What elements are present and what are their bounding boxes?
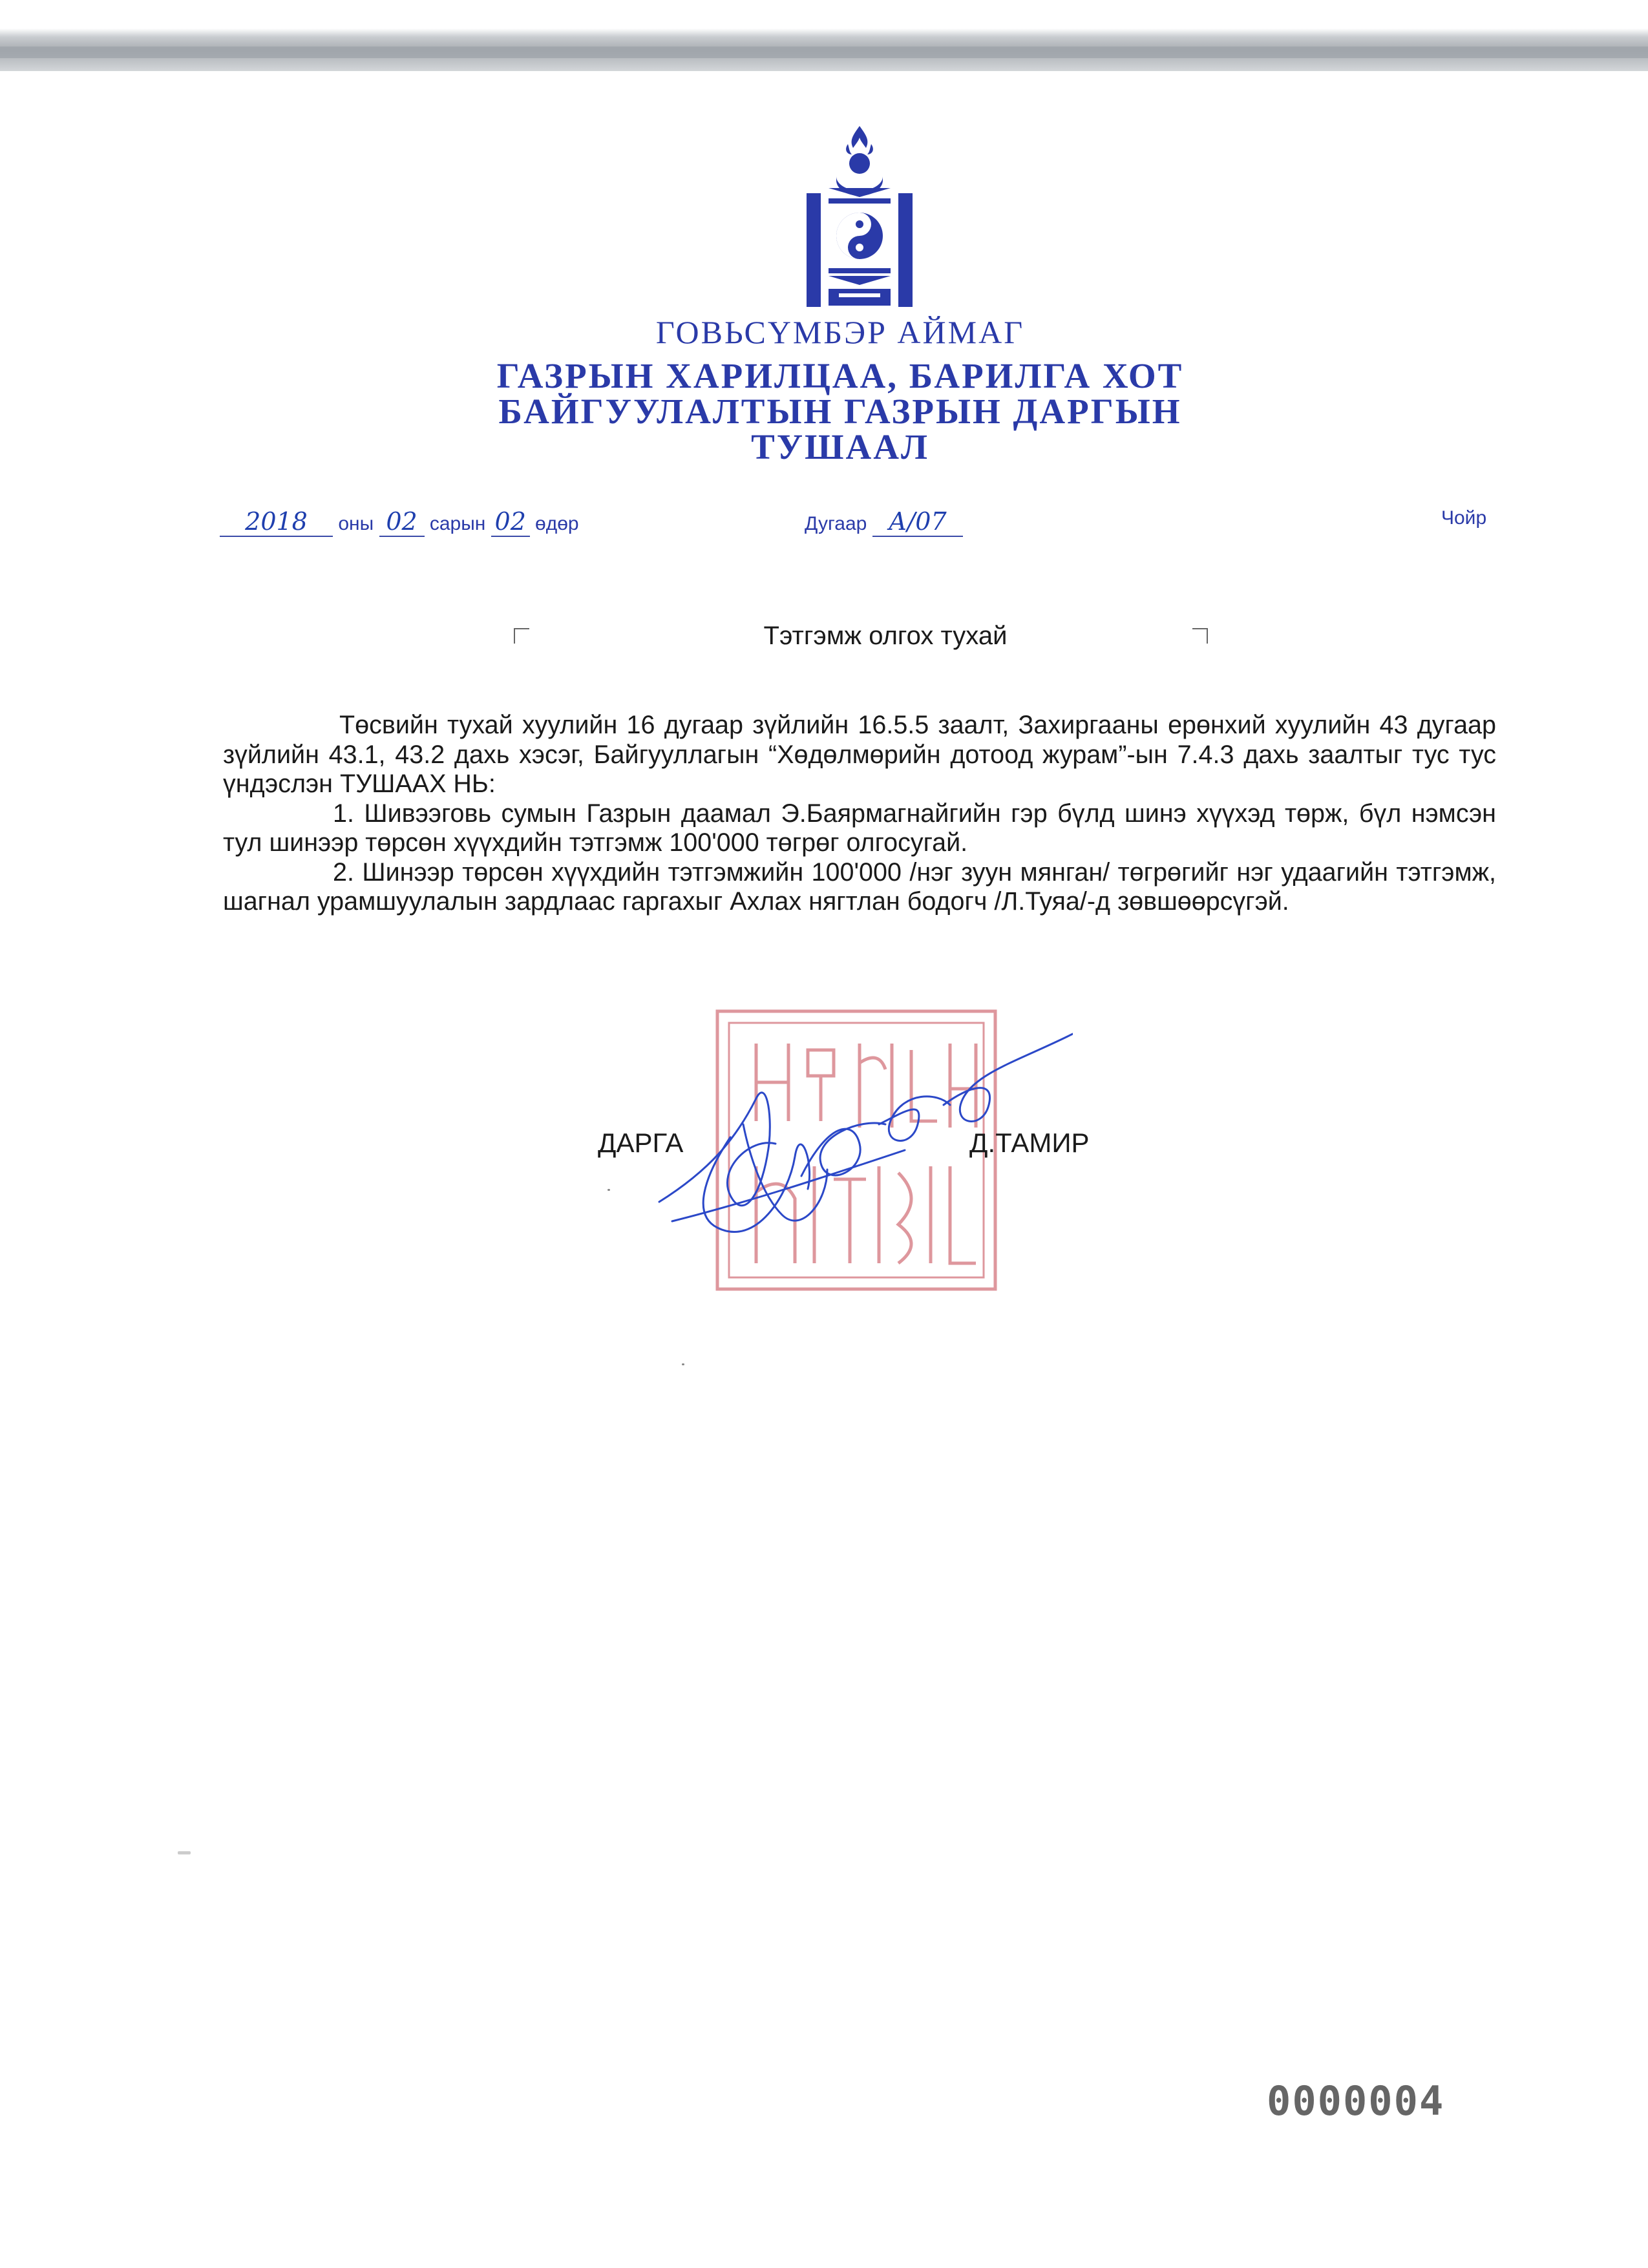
date-month-suffix: сарын [429,513,486,534]
scanner-edge [0,0,1648,71]
order-number-handwritten: А/07 [872,507,963,537]
city-name: Чойр [1441,507,1487,529]
date-year-handwritten: 2018 [220,507,333,537]
document-body [223,711,1496,917]
date-day-handwritten: 02 [491,507,530,537]
scan-speck [682,1363,684,1365]
order-number-label: Дугаар [805,513,867,534]
signatory-name: Д.ТАМИР [969,1128,1090,1158]
scan-speck [178,1851,191,1854]
page-number: 0000004 [1267,2077,1445,2125]
order-item-1: 1. Шивээговь сумын Газрын даамал Э.Баярмагнайгийн гэр бүлд шинэ хүүхэд төрж, бүл нэмсэн тул шинээр төрсөн хүүхдийн тэтгэмж 100'000 төгрөг олгосугай. [223,799,1496,857]
order-item-2: 2. Шинээр төрсөн хүүхдийн тэтгэмжийн 100'000 /нэг зуун мянган/ төгрөгийг нэг удаагийн тэтгэмж, шагнал урамшуулалын зардлаас гаргахыг Ахлах нягтлан бодогч /Л.Туяа/-д зөвшөөрсүгэй. [223,857,1496,916]
document-subject: Тэтгэмж олгох тухай [763,622,1008,650]
preamble-paragraph: Төсвийн тухай хуулийн 16 дугаар зүйлийн 16.5.5 заалт, Захиргааны ерөнхий хуулийн 43 дугаар зүйлийн 43.1, 43.2 дахь хэсэг, Байгууллагын “Хөдөлмөрийн дотоод журам”-ын 7.4.3 дахь заалтыг тус тус үндэслэн ТУШААХ НЬ: [223,711,1496,798]
signatory-title: ДАРГА [598,1128,684,1158]
subject-corner-right [1192,628,1208,644]
soyombo-emblem-icon [801,126,918,307]
org-name-line1: ГАЗРЫН ХАРИЛЦАА, БАРИЛГА ХОТ [496,356,1184,395]
aimag-name: ГОВЬСҮМБЭР АЙМАГ [655,314,1025,350]
scan-speck [607,1189,610,1191]
subject-corner-left [514,628,529,644]
scanner-line [0,47,1648,58]
org-name-line2: БАЙГУУЛАЛТЫН ГАЗРЫН ДАРГЫН [498,392,1182,431]
date-month-handwritten: 02 [379,507,425,537]
date-field [220,507,579,537]
date-day-suffix: өдөр [535,513,579,534]
order-number-field [805,507,963,537]
date-year-suffix: оны [338,513,374,534]
document-type: ТУШААЛ [751,427,929,467]
